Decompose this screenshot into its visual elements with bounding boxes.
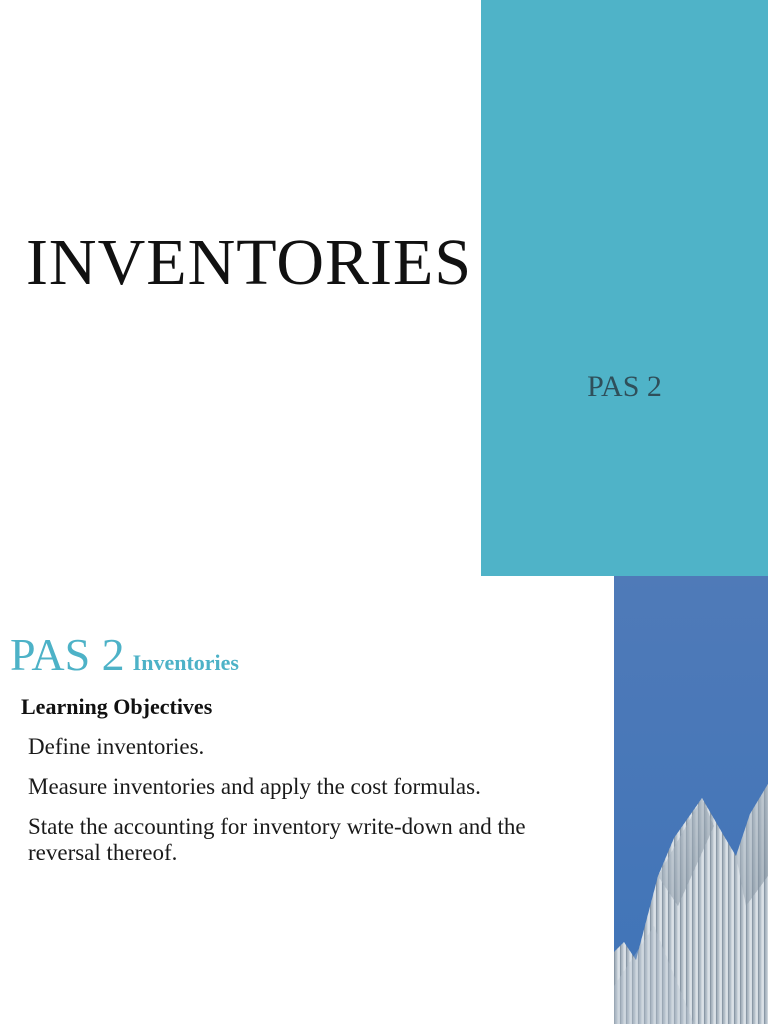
heading-main: PAS 2 — [10, 629, 125, 680]
slide-title: INVENTORIES — [25, 226, 473, 299]
list-item: Measure inventories and apply the cost formulas. — [28, 774, 481, 799]
teal-side-panel — [481, 0, 768, 576]
section-label: Learning Objectives — [21, 694, 213, 719]
list-item: State the accounting for inventory write-down and the reversal thereof. — [28, 814, 526, 865]
objectives-slide — [0, 576, 768, 1024]
slide-subtitle: PAS 2 — [587, 370, 662, 403]
slide-heading — [10, 628, 239, 681]
objectives-list — [28, 734, 528, 880]
building-photo — [614, 576, 768, 1024]
heading-sub: Inventories — [132, 650, 239, 675]
list-item: Define inventories. — [28, 734, 205, 759]
